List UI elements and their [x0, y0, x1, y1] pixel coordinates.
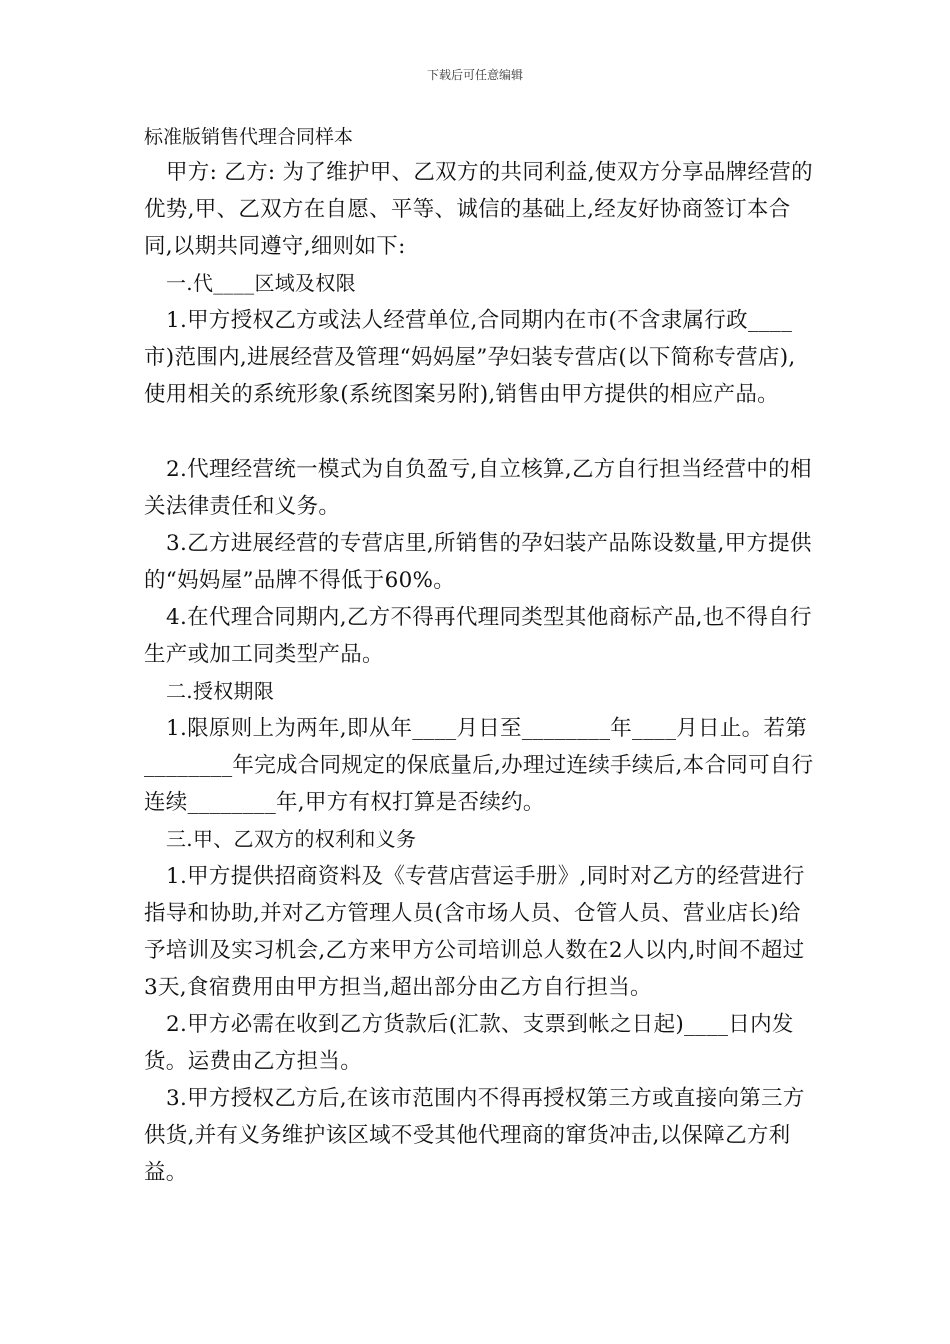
- paragraph-1-4: 4.在代理合同期内,乙方不得再代理同类型其他商标产品,也不得自行生产或加工同类型产品。: [144, 605, 812, 667]
- paragraph-1-1: 1.甲方授权乙方或法人经营单位,合同期内在市(不含隶属行政____市)范围内,进展经营及管理“妈妈屋”孕妇装专营店(以下简称专营店),使用相关的系统形象(系统图案另附),销售由甲方提供的相应产品。: [144, 308, 796, 407]
- paragraph-1-3: 3.乙方进展经营的专营店里,所销售的孕妇装产品陈设数量,甲方提供的“妈妈屋”品牌不得低于60%。: [144, 531, 812, 593]
- paragraph-3-1: 1.甲方提供招商资料及《专营店营运手册》,同时对乙方的经营进行指导和协助,并对乙方管理人员(含市场人员、仓管人员、营业店长)给予培训及实习机会,乙方来甲方公司培训总人数在2人以内,时间不超过3天,食宿费用由甲方担当,超出部分由乙方自行担当。: [144, 864, 805, 1000]
- paragraph-intro: 甲方: 乙方: 为了维护甲、乙双方的共同利益,使双方分享品牌经营的优势,甲、乙双方在自愿、平等、诚信的基础上,经友好协商签订本合同,以期共同遵守,细则如下:: [144, 160, 813, 259]
- paragraph-2-1: 1.限原则上为两年,即从年____月日至________年____月日止。若第________年完成合同规定的保底量后,办理过连续手续后,本合同可自行连续________年,甲方有权打算是否续约。: [144, 716, 814, 815]
- paragraph-3-2: 2.甲方必需在收到乙方货款后(汇款、支票到帐之日起)____日内发货。运费由乙方担当。: [144, 1012, 794, 1074]
- page-header-note: 下载后可任意编辑: [426, 68, 523, 82]
- section-heading-1: 一.代____区域及权限: [166, 271, 356, 295]
- paragraph-1-2: 2.代理经营统一模式为自负盈亏,自立核算,乙方自行担当经营中的相关法律责任和义务。: [144, 457, 812, 519]
- document-body: [144, 154, 816, 1191]
- paragraph-3-3: 3.甲方授权乙方后,在该市范围内不得再授权第三方或直接向第三方供货,并有义务维护该区域不受其他代理商的窜货冲击,以保障乙方利益。: [144, 1086, 805, 1185]
- document-title: 标准版销售代理合同样本: [144, 126, 354, 148]
- section-heading-3: 三.甲、乙双方的权利和义务: [166, 827, 417, 851]
- section-heading-2: 二.授权期限: [166, 679, 275, 703]
